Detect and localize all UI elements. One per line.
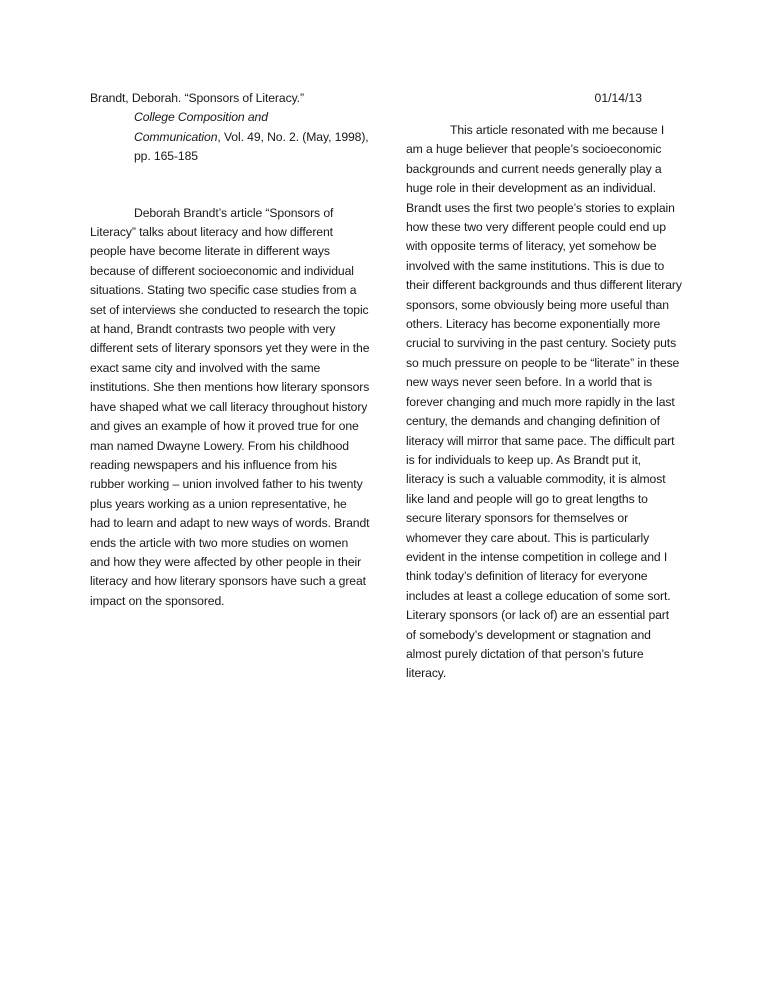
citation-journal-line1: College Composition and bbox=[134, 110, 268, 125]
summary-paragraph: Deborah Brandt’s article “Sponsors of Literacy” talks about literacy and how different people have become literate in different ways because of different socioeconomic and individual situations. Stating two specific case studies from a set of interviews she conducted to research the topic at hand, Brandt contrasts two people with very different sets of literary sponsors yet they were in the exact same city and involved with the same institutions. She then mentions how literary sponsors have shaped what we call literacy throughout history and gives an example of how it proved true for one man named Dwayne Lowery. From his childhood reading newspapers and his influence from his rubber working – union involved father to his twenty plus years working as a union representative, he had to learn and adapt to new ways of words. Brandt ends the article with two more studies on women and how they were affected by other people in their literacy and how literary sponsors have such a great impact on the sponsored. bbox=[90, 205, 370, 608]
citation-journal-line2: Communication bbox=[134, 129, 218, 144]
left-column bbox=[90, 89, 370, 611]
date: 01/14/13 bbox=[594, 91, 642, 105]
reflection-paragraph: This article resonated with me because I am a huge believer that people’s socioeconomic backgrounds and current needs generally play a huge role in their development as an individual. Brandt uses the first two people’s stories to explain how these two very different people could end up with opposite terms of literacy, yet somehow be involved with the same institutions. This is due to their different backgrounds and thus different literary sponsors, some obviously being more useful than others. Literacy has become exponentially more crucial to surviving in the past century. Society puts so much pressure on people to be “literate” in these new ways never seen before. In a world that is forever changing and much more rapidly in the last century, the demands and changing definition of literacy will mirror that same pace. The difficult part is for individuals to keep up. As Brandt put it, literacy is such a valuable commodity, it is almost like land and people will go to great lengths to secure literary sponsors for themselves or whomever they care about. This is particularly evident in the intense competition in college and I think today’s definition of literacy for everyone includes at least a college education of some sort. Literary sponsors (or lack of) are an essential part of somebody’s development or stagnation and almost purely dictation of that person’s future literacy. bbox=[406, 123, 682, 681]
right-column bbox=[406, 121, 682, 684]
citation-source bbox=[90, 108, 370, 166]
citation-details: , Vol. 49, No. 2. (May, 1998), pp. 165-185 bbox=[134, 129, 369, 164]
citation-author-title: Brandt, Deborah. “Sponsors of Literacy.” bbox=[90, 91, 304, 105]
citation bbox=[90, 89, 370, 167]
